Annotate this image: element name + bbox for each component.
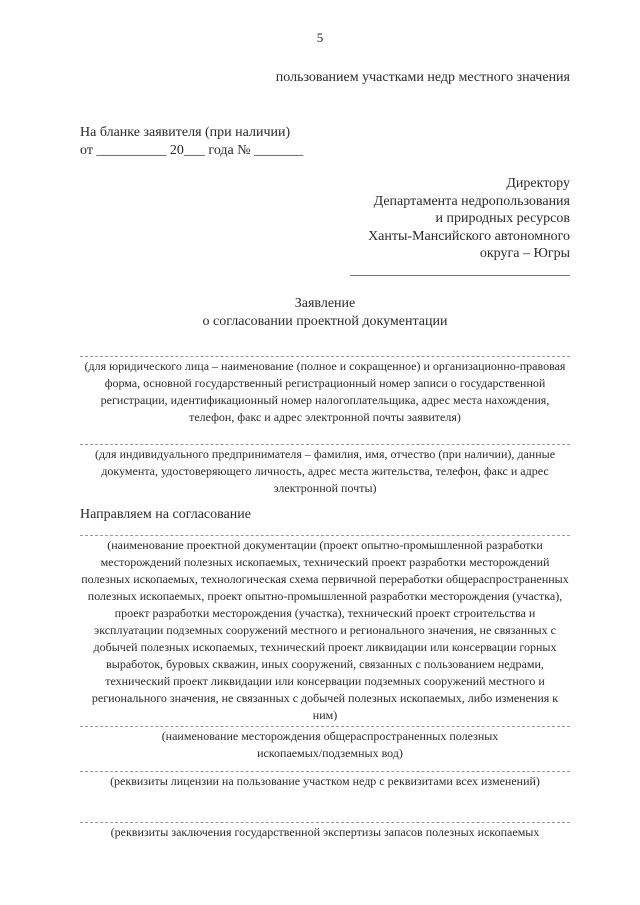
page-number: 5 [316, 30, 324, 45]
deposit-hint: (наименование месторождения общераспространенных полезных ископаемых/подземных вод) [161, 729, 499, 760]
letterhead-date-number: от __________ 20___ года № _______ [80, 143, 304, 158]
header-continuation: пользованием участками недр местного значения [275, 70, 570, 85]
project-doc-hint: (наименование проектной документации (проект опытно-промышленной разработки месторождений полезных ископаемых, технический проект разработки месторождений полезных ископаемых, технологическая схема первичной переработки общераспространенных полезных ископаемых, проект опытно-промышленной разработки месторождения (участка), проект разработки месторождения (участка), технический проект строительства и эксплуатации подземных сооружений местного и регионального значения, не связанных с добычей полезных ископаемых, технический проект ликвидации или консервации горных выработок, буровых скважин, иных сооружений, связанных с пользованием недрами, технический проект ликвидации или консервации подземных сооружений местного и регионального значения, не связанных с добычей полезных ископаемых, либо изменения к ним) [81, 538, 569, 722]
section-label: Направляем на согласование [80, 507, 251, 522]
addressee-line: и природных ресурсов [435, 211, 570, 226]
addressee-line: Департамента недропользования [373, 193, 570, 209]
title-line: о согласовании проектной документации [202, 314, 448, 329]
individual-field [80, 444, 570, 445]
letterhead-note: На бланке заявителя (при наличии) [80, 125, 291, 140]
addressee-line: округа – Югры [479, 246, 570, 261]
addressee-signature-line [350, 275, 570, 276]
document-title [80, 295, 570, 331]
legal-entity-hint: (для юридического лица – наименование (полное и сокращенное) и организационно-правовая форма, основной государственный регистрационный номер записи о государственной регистрации, идентификационный номер налогоплательщика, адрес места нахождения, телефон, факс и адрес электронной почты заявителя) [84, 359, 566, 424]
addressee-line: Ханты-Мансийского автономного [368, 228, 570, 244]
individual-hint: (для индивидуального предпринимателя – фамилия, имя, отчество (при наличии), данные документа, удостоверяющего личность, адрес места жительства, телефон, факс и адрес электронной почты) [94, 447, 556, 495]
addressee-block [300, 175, 570, 263]
project-doc-field [80, 535, 570, 536]
letterhead-block [80, 124, 303, 160]
addressee-line: Директору [506, 176, 570, 191]
license-field [80, 771, 570, 772]
legal-entity-field [80, 356, 570, 357]
license-hint: (реквизиты лицензии на пользование участком недр с реквизитами всех изменений) [110, 774, 540, 788]
expertise-hint: (реквизиты заключения государственной экспертизы запасов полезных ископаемых [110, 825, 540, 839]
title-line: Заявление [294, 296, 356, 311]
deposit-field [80, 726, 570, 727]
expertise-field [80, 822, 570, 823]
